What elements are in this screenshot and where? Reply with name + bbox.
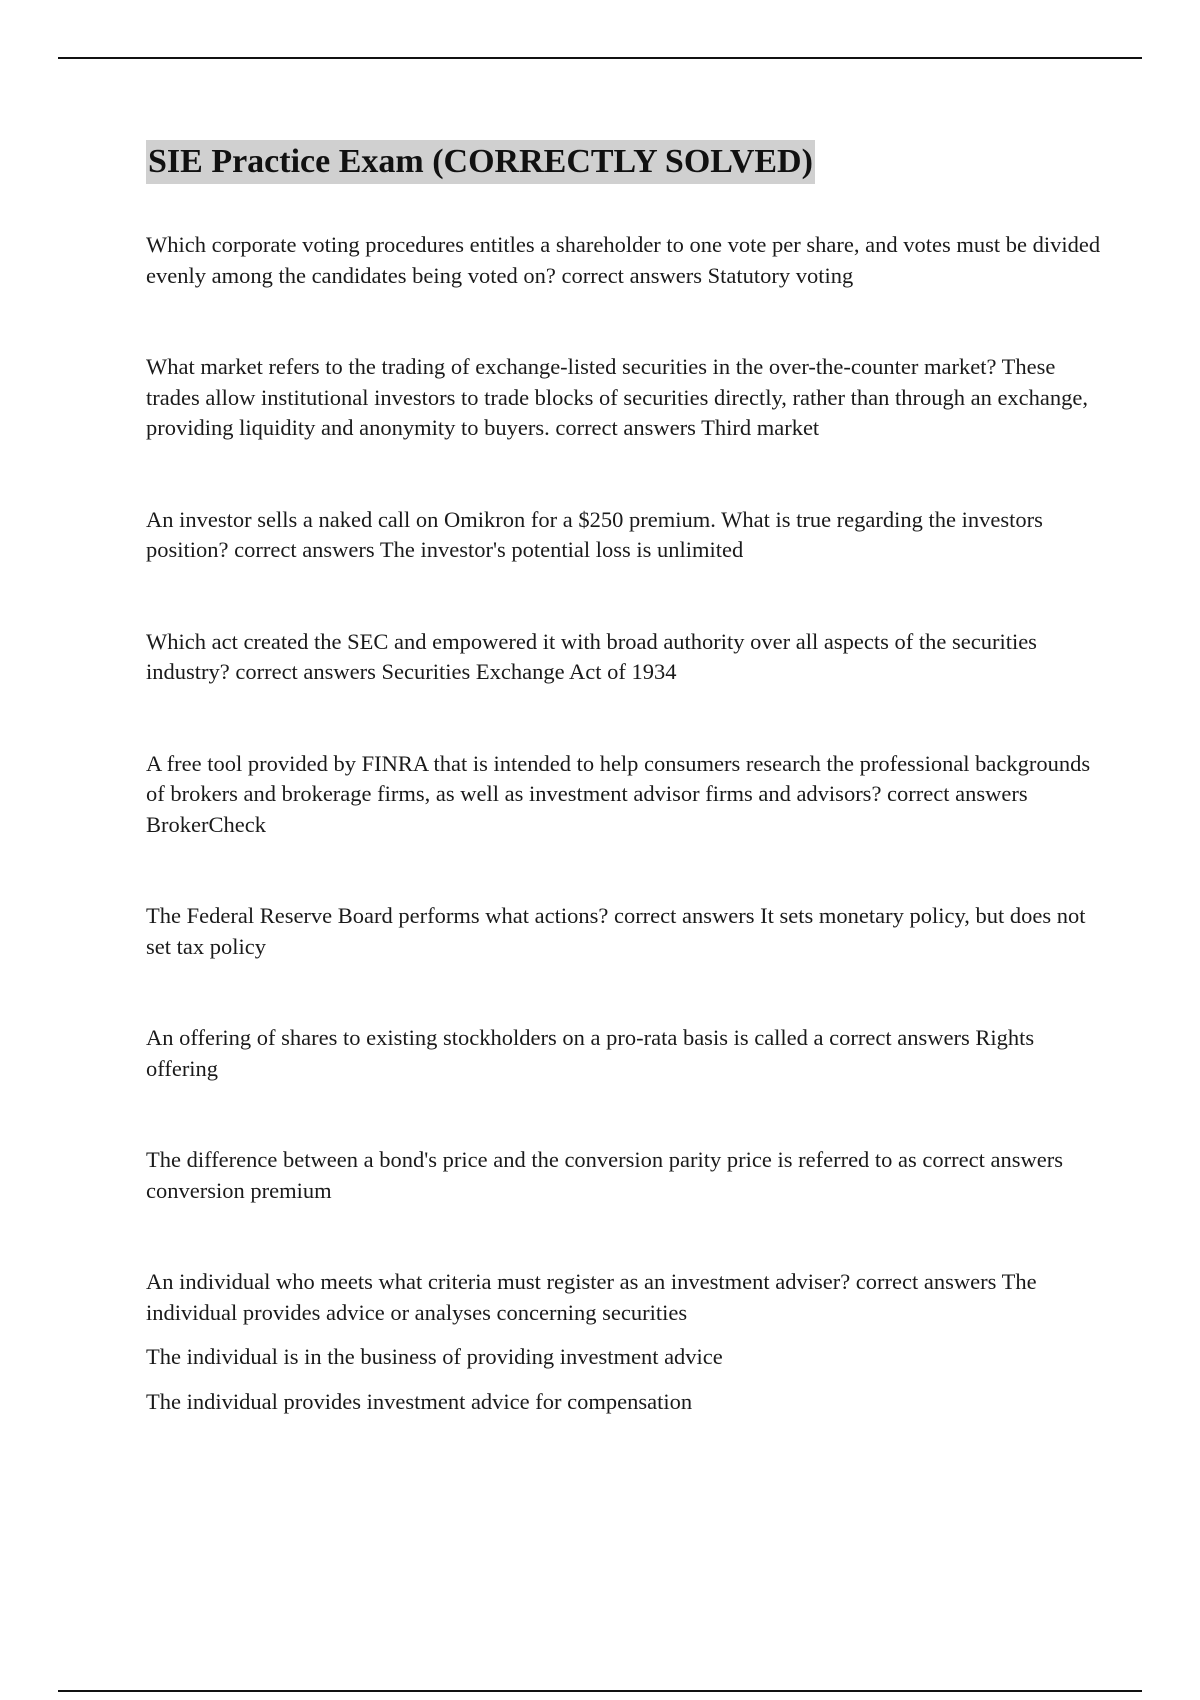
qa-item: An offering of shares to existing stockholders on a pro-rata basis is called a correct answers Rights offering [146,1025,1035,1081]
qa-item: The Federal Reserve Board performs what actions? correct answers It sets monetary policy, but does not set tax policy [146,903,1086,959]
qa-item: What market refers to the trading of exchange-listed securities in the over-the-counter market? These trades allow institutional investors to trade blocks of securities directly, rather than through an exchange, providing liquidity and anonymity to buyers. correct answers Third market [146,354,1089,440]
qa-item: Which corporate voting procedures entitles a shareholder to one vote per share, and votes must be divided evenly among the candidates being voted on? correct answers Statutory voting [146,232,1101,288]
qa-item: Which act created the SEC and empowered it with broad authority over all aspects of the securities industry? correct answers Securities Exchange Act of 1934 [146,628,1037,684]
qa-item: An individual who meets what criteria must register as an investment adviser? correct answers The individual provides advice or analyses concerning securities [146,1269,1037,1325]
qa-item: The difference between a bond's price and the conversion parity price is referred to as correct answers conversion premium [146,1147,1063,1203]
footer-rule [58,1690,1142,1692]
criteria-line: The individual provides investment advice for compensation [146,1388,693,1414]
criteria-line: The individual is in the business of providing investment advice [146,1344,723,1369]
qa-item: An investor sells a naked call on Omikron for a $250 premium. What is true regarding the investors position? correct answers The investor's potential loss is unlimited [146,506,1043,562]
header-rule [58,57,1142,59]
qa-item: A free tool provided by FINRA that is intended to help consumers research the professional backgrounds of brokers and brokerage firms, as well as investment advisor firms and advisors? correct answers BrokerCheck [146,750,1091,837]
document-body [146,140,1106,1417]
document-title: SIE Practice Exam (CORRECTLY SOLVED) [146,140,815,184]
